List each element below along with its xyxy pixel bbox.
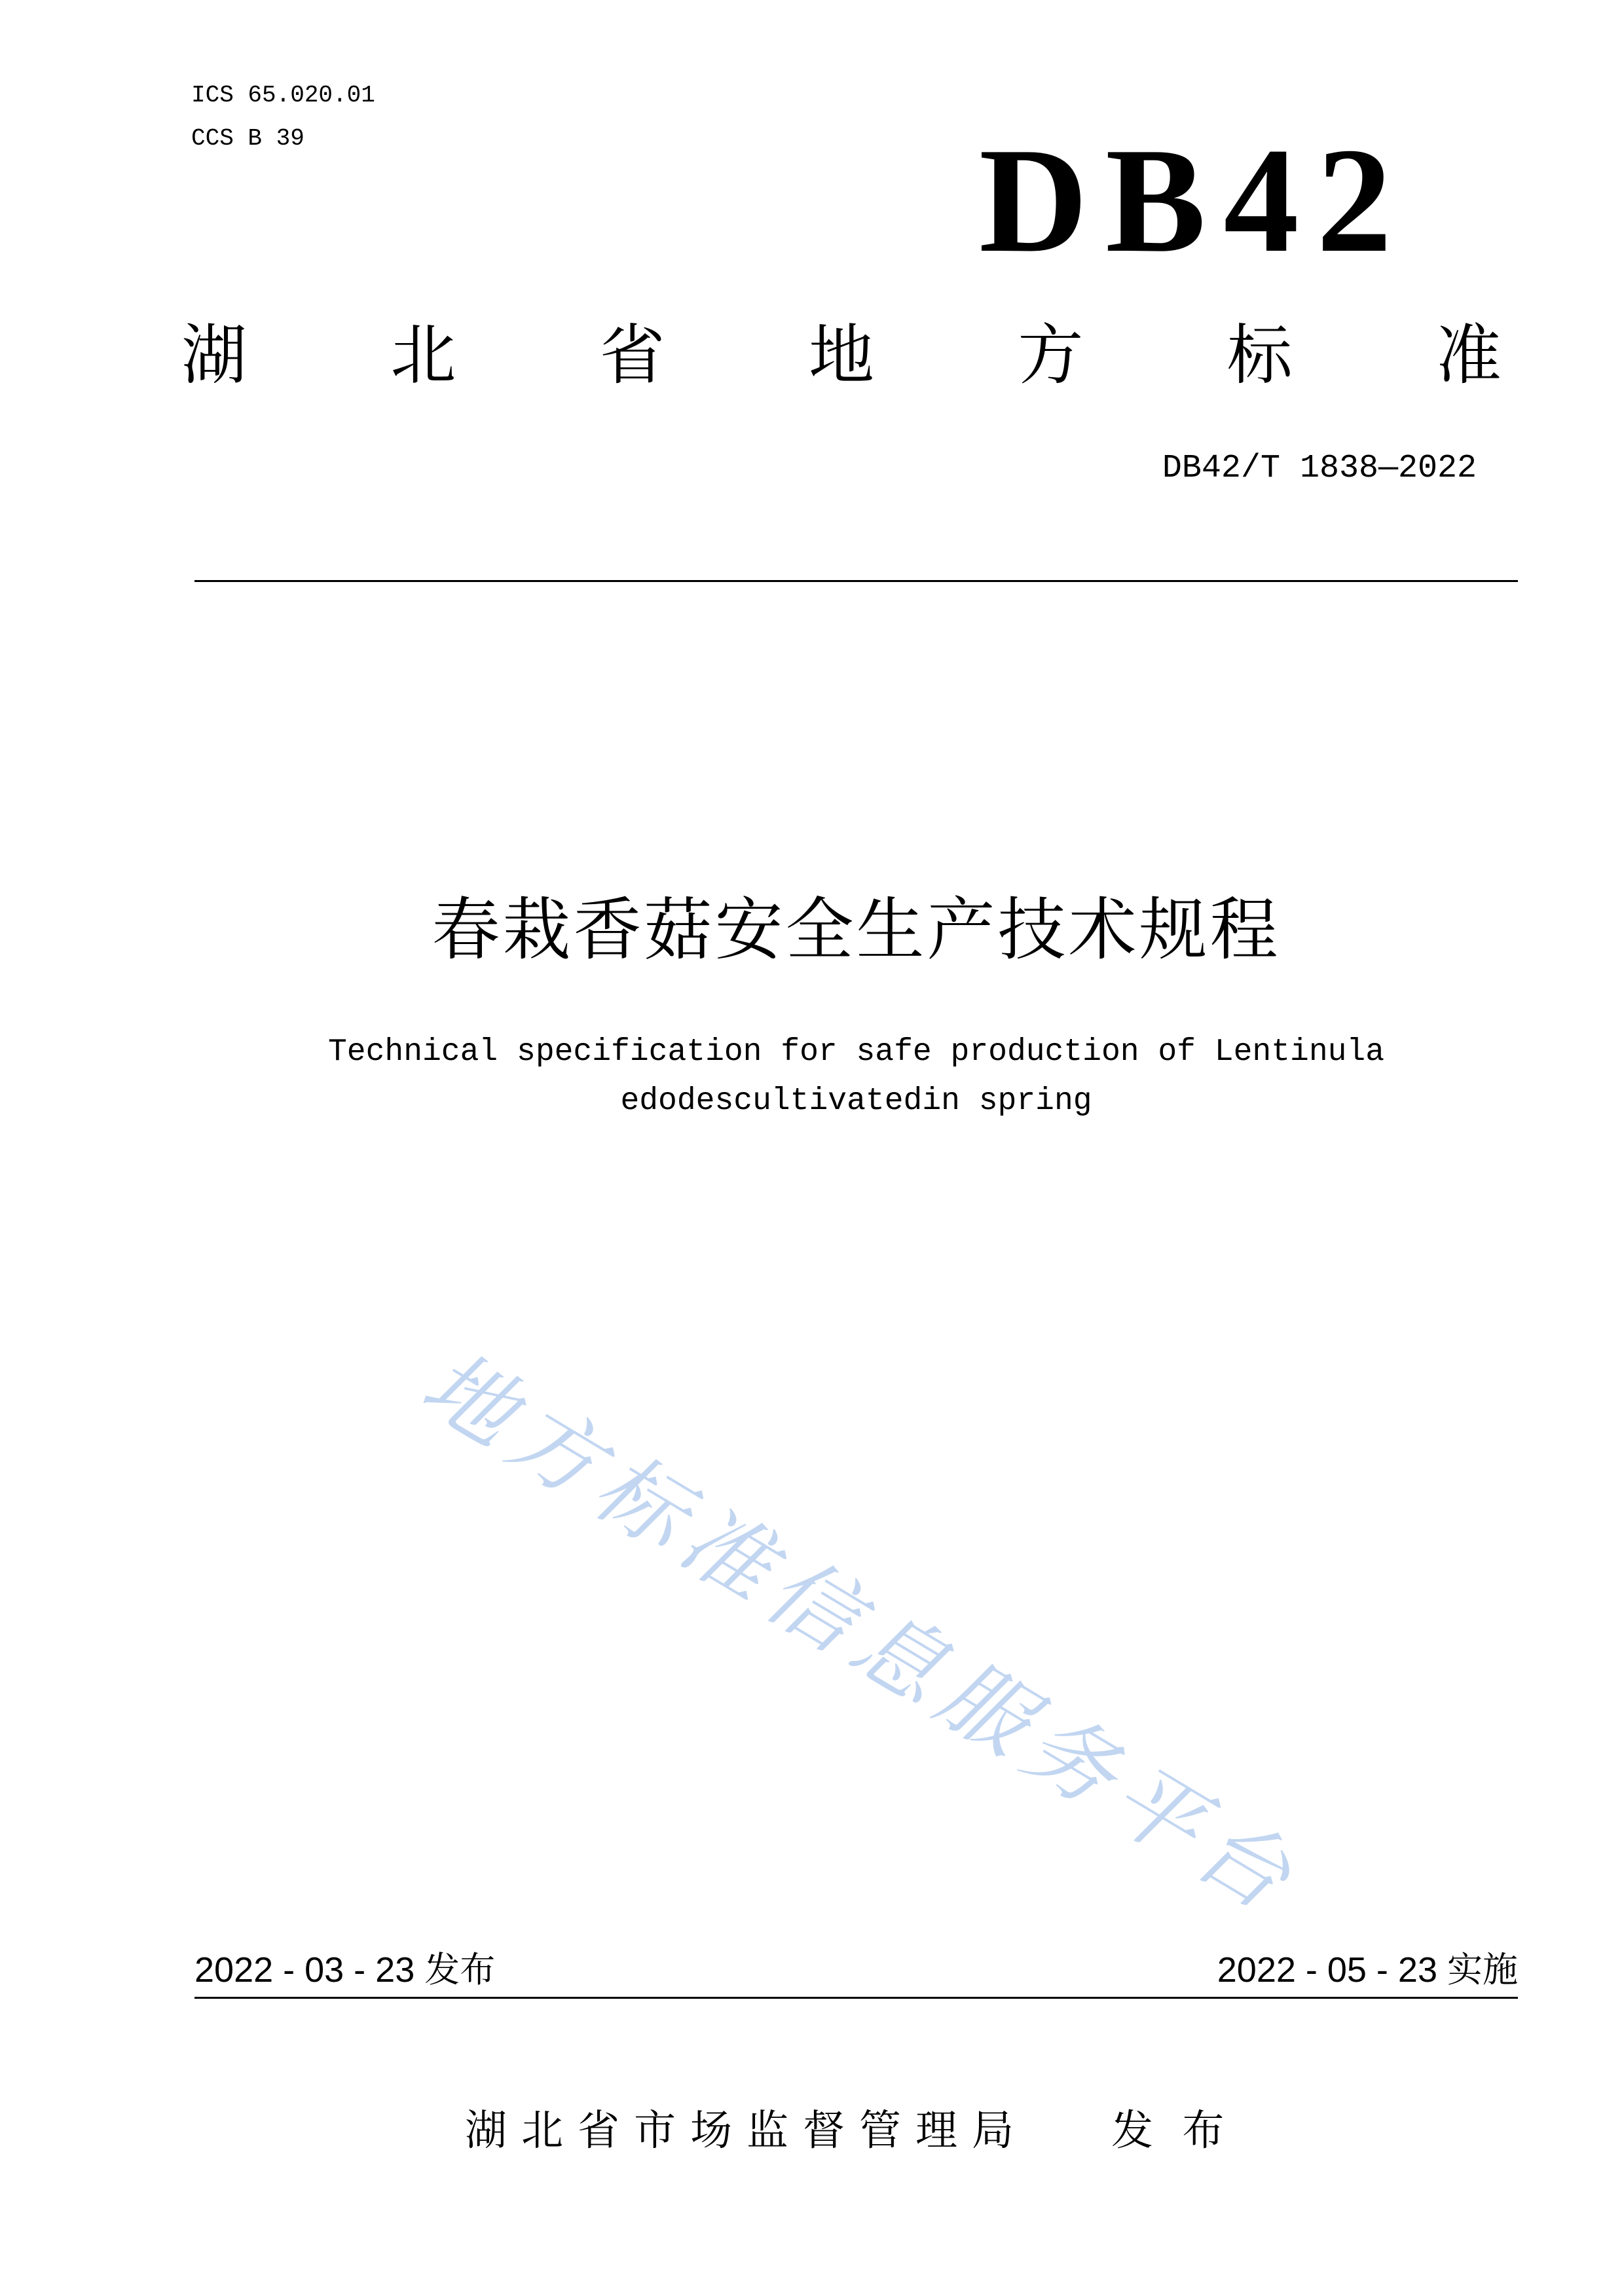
title-chinese: 春栽香菇安全生产技术规程 bbox=[432, 890, 1281, 970]
standard-number: DB42/T 1838—2022 bbox=[1162, 450, 1477, 487]
standard-type-char: 地 bbox=[808, 317, 874, 393]
issuer-action: 发 布 bbox=[1111, 2107, 1232, 2155]
db-code-logo: DB42 bbox=[979, 117, 1410, 283]
standard-type-char: 省 bbox=[599, 317, 665, 393]
standard-type-char: 标 bbox=[1227, 317, 1293, 393]
title-block bbox=[194, 892, 1518, 1126]
title-english-line: Technical specification for safe production of Lentinula bbox=[327, 1034, 1385, 1070]
watermark: 地方标准信息服务平台 bbox=[405, 1331, 1318, 1935]
standard-type-char: 湖 bbox=[181, 317, 247, 393]
footer-divider bbox=[194, 1997, 1518, 1999]
ccs-code: CCS B 39 bbox=[191, 125, 304, 152]
title-english-line: edodescultivatedin spring bbox=[620, 1084, 1092, 1119]
header-divider bbox=[194, 580, 1518, 582]
title-english bbox=[194, 1028, 1518, 1126]
standard-type-heading bbox=[181, 319, 1502, 392]
standard-type-char: 方 bbox=[1018, 317, 1084, 393]
issuer-name: 湖北省市场监督管理局 bbox=[465, 2107, 1028, 2155]
standard-type-char: 北 bbox=[390, 317, 456, 393]
implement-date: 2022 - 05 - 23 实施 bbox=[1217, 1950, 1518, 1990]
standard-type-char: 准 bbox=[1435, 317, 1502, 393]
ics-code: ICS 65.020.01 bbox=[191, 82, 375, 109]
publish-date: 2022 - 03 - 23 发布 bbox=[194, 1950, 496, 1990]
